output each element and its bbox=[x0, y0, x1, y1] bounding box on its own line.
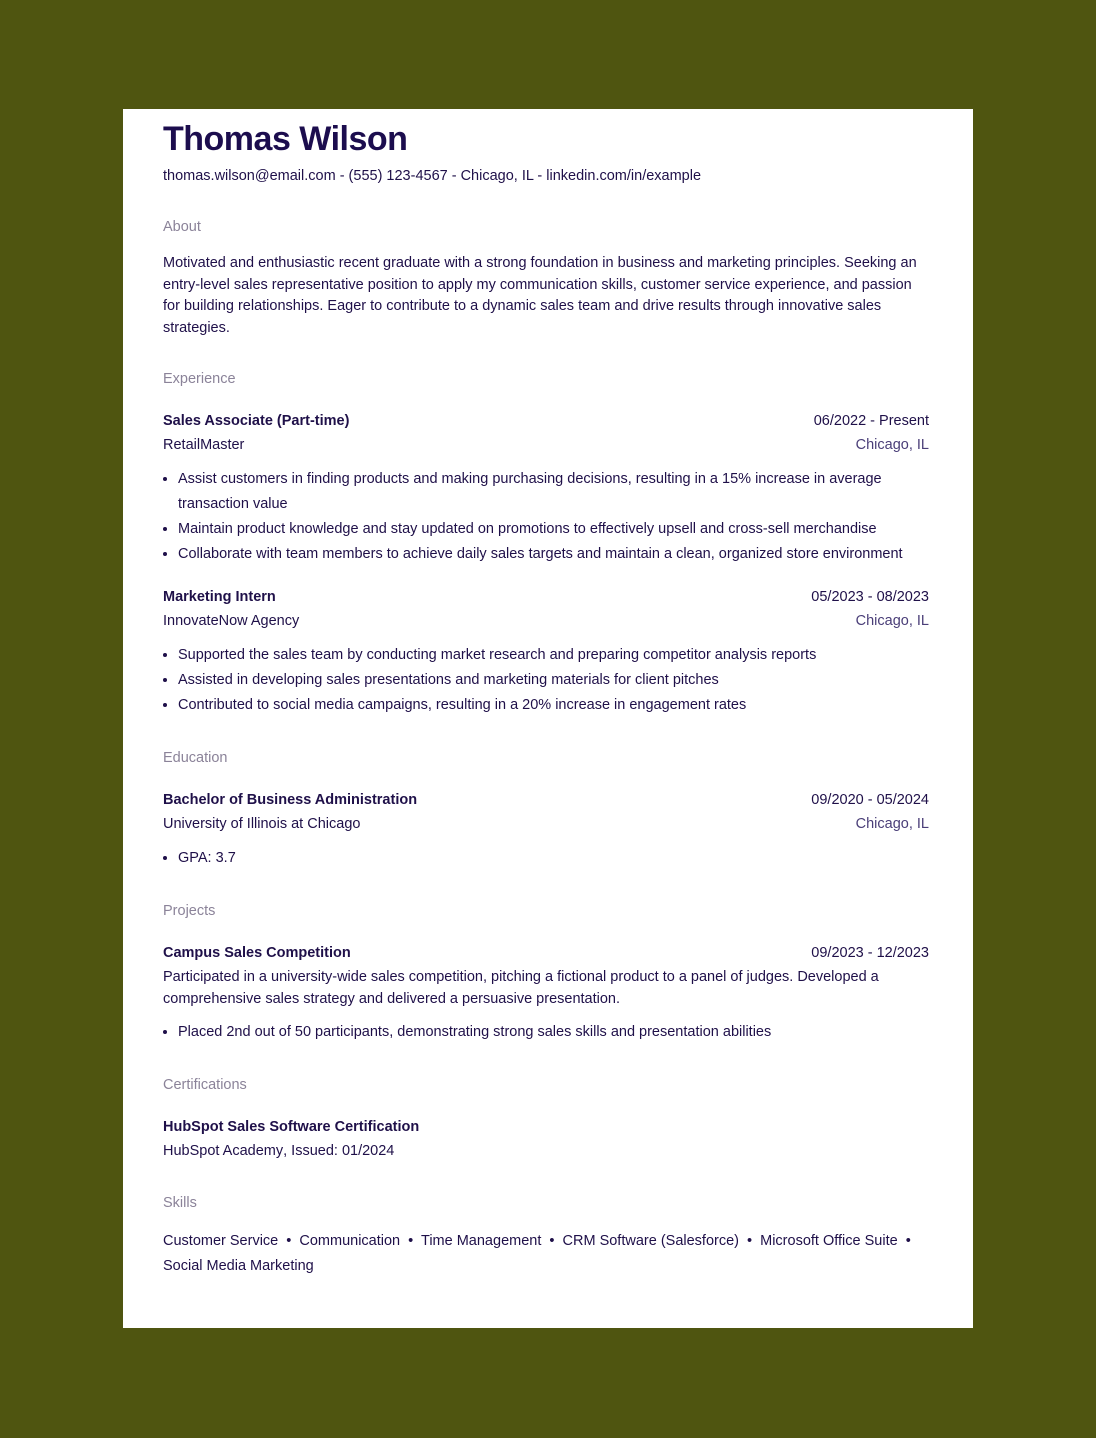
list-item: • Placed 2nd out of 50 participants, demonstrating strong sales skills and presentation abilities bbox=[178, 1020, 929, 1045]
project-description: Participated in a university-wide sales competition, pitching a fictional product to a panel of judges. Developed a comprehensive sales strategy and delivered a persuasive presentation. bbox=[163, 969, 879, 1007]
education-dates: 09/2020 - 05/2024 bbox=[811, 792, 929, 808]
contact-line: thomas.wilson@email.com - (555) 123-4567 - Chicago, IL - linkedin.com/in/example bbox=[163, 168, 702, 184]
skill-item: Time Management bbox=[421, 1233, 542, 1249]
skill-separator: • bbox=[408, 1233, 414, 1249]
skill-separator: • bbox=[549, 1233, 555, 1249]
project-dates: 09/2023 - 12/2023 bbox=[811, 945, 929, 961]
skills-list bbox=[163, 1229, 929, 1279]
skill-item: CRM Software (Salesforce) bbox=[562, 1233, 739, 1249]
section-title-education: Education bbox=[163, 750, 228, 766]
skill-item: Social Media Marketing bbox=[163, 1258, 314, 1274]
certification-name: HubSpot Sales Software Certification bbox=[163, 1119, 420, 1135]
project-name: Campus Sales Competition bbox=[163, 945, 351, 961]
certification-entry bbox=[163, 1115, 929, 1163]
job-role: Sales Associate (Part-time) bbox=[163, 413, 350, 429]
job-bullets bbox=[163, 643, 929, 718]
education-bullets bbox=[163, 846, 929, 871]
list-item: • Assist customers in finding products and making purchasing decisions, resulting in a 15% increase in average transaction value bbox=[178, 467, 929, 517]
job-role: Marketing Intern bbox=[163, 589, 276, 605]
skill-item: Microsoft Office Suite bbox=[760, 1233, 898, 1249]
section-title-skills: Skills bbox=[163, 1195, 197, 1211]
experience-entry bbox=[163, 409, 929, 567]
experience-entry bbox=[163, 585, 929, 718]
section-title-certifications: Certifications bbox=[163, 1077, 247, 1093]
project-entry bbox=[163, 941, 929, 1045]
skill-item: Customer Service bbox=[163, 1233, 279, 1249]
about-text: Motivated and enthusiastic recent graduate with a strong foundation in business and marketing principles. Seeking an entry-level sales representative position to apply my communication skills, customer service experience, and passion for building relationships. Eager to contribute to a dynamic sales team and drive results through innovative sales strategies. bbox=[163, 255, 917, 336]
job-company: InnovateNow Agency bbox=[163, 613, 300, 629]
list-item: • Contributed to social media campaigns, resulting in a 20% increase in engagement rates bbox=[178, 693, 929, 718]
section-title-about: About bbox=[163, 219, 201, 235]
list-item: • Maintain product knowledge and stay updated on promotions to effectively upsell and cross-sell merchandise bbox=[178, 517, 929, 542]
list-item: • Supported the sales team by conducting market research and preparing competitor analysis reports bbox=[178, 643, 929, 668]
job-dates: 06/2022 - Present bbox=[813, 413, 929, 429]
school-location: Chicago, IL bbox=[855, 816, 929, 832]
list-item: • GPA: 3.7 bbox=[178, 846, 929, 871]
skill-separator: • bbox=[286, 1233, 292, 1249]
certification-issuer: HubSpot Academy bbox=[163, 1143, 284, 1159]
list-item: • Assisted in developing sales presentations and marketing materials for client pitches bbox=[178, 668, 929, 693]
job-company: RetailMaster bbox=[163, 437, 245, 453]
list-item: • Collaborate with team members to achieve daily sales targets and maintain a clean, organized store environment bbox=[178, 542, 929, 567]
education-entry bbox=[163, 788, 929, 871]
skill-separator: • bbox=[905, 1233, 911, 1249]
project-bullets bbox=[163, 1020, 929, 1045]
section-title-projects: Projects bbox=[163, 903, 216, 919]
resume-page bbox=[123, 109, 973, 1328]
job-location: Chicago, IL bbox=[855, 437, 929, 453]
job-bullets bbox=[163, 467, 929, 567]
skill-separator: • bbox=[747, 1233, 753, 1249]
job-location: Chicago, IL bbox=[855, 613, 929, 629]
school: University of Illinois at Chicago bbox=[163, 816, 361, 832]
degree: Bachelor of Business Administration bbox=[163, 792, 418, 808]
skill-item: Communication bbox=[299, 1233, 401, 1249]
job-dates: 05/2023 - 08/2023 bbox=[811, 589, 929, 605]
certification-issued: , Issued: 01/2024 bbox=[283, 1143, 395, 1159]
section-title-experience: Experience bbox=[163, 371, 236, 387]
candidate-name: Thomas Wilson bbox=[163, 120, 408, 158]
